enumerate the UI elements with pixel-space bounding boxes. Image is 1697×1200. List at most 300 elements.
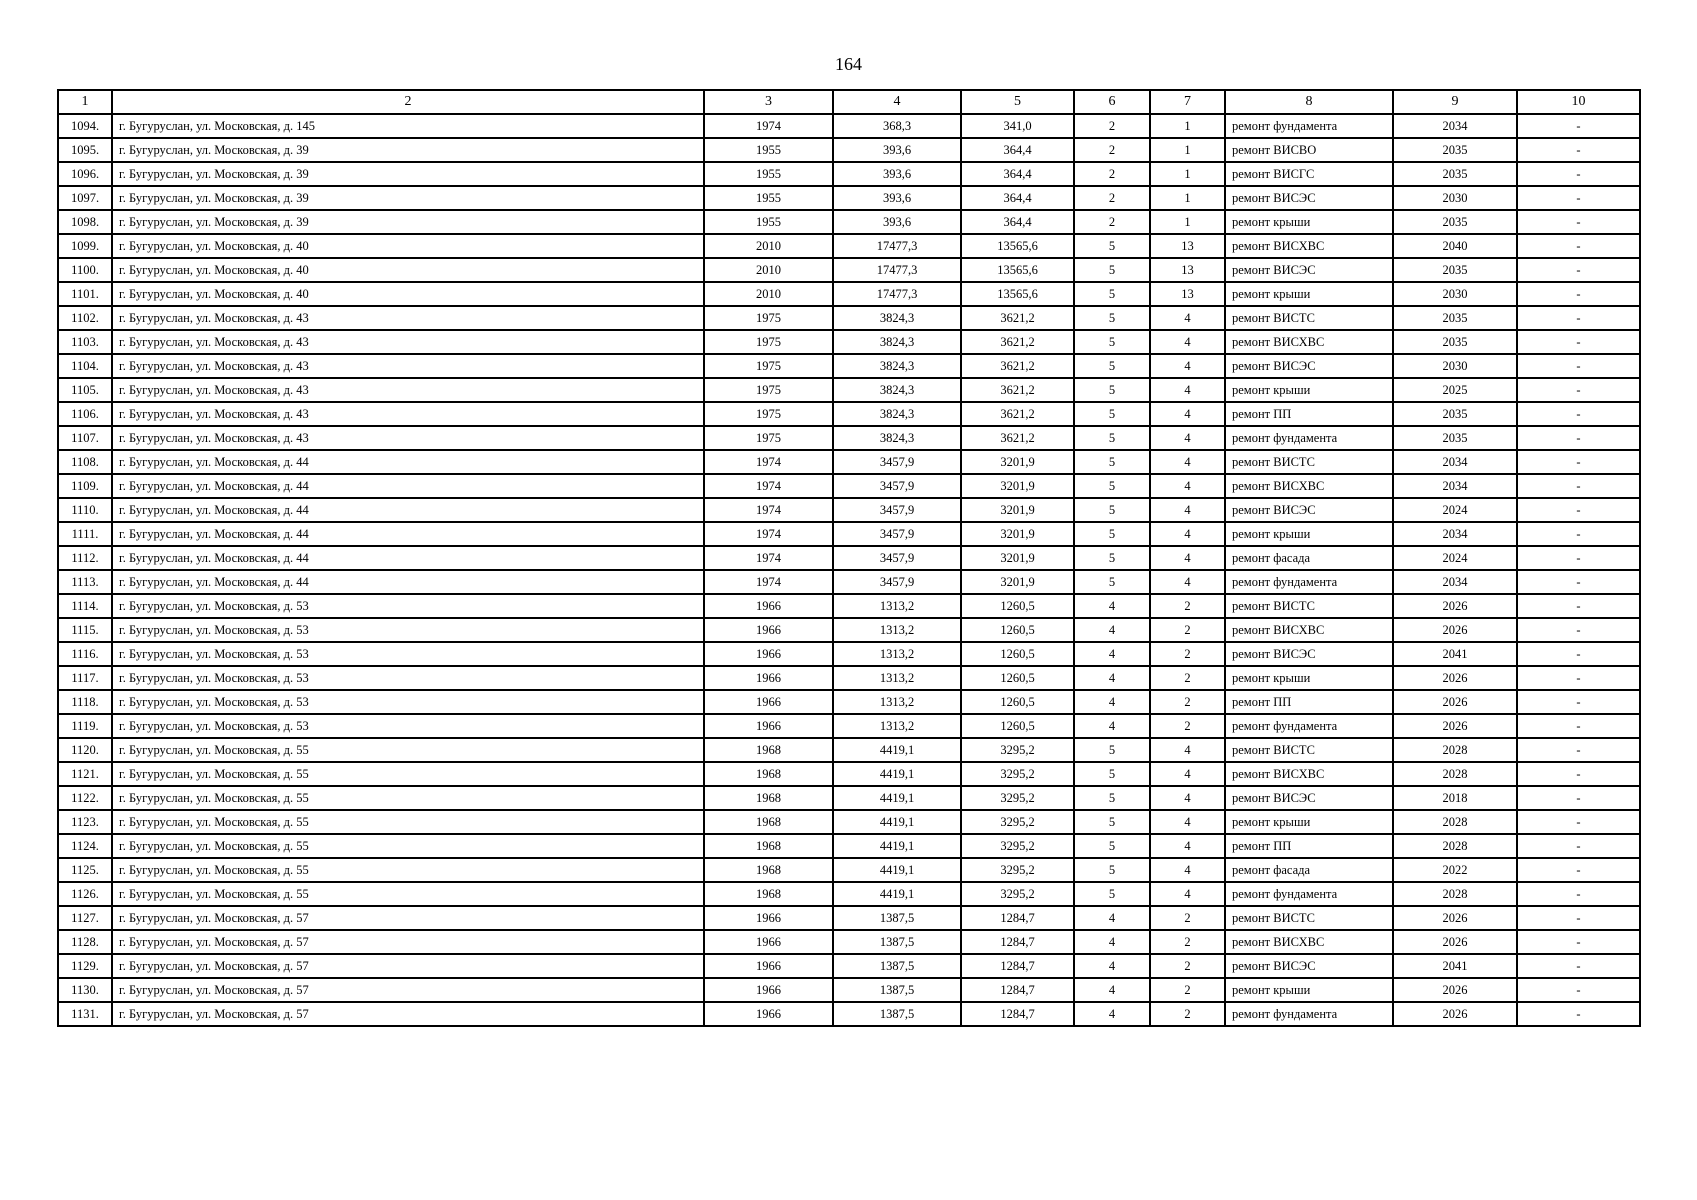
cell-year-built: 1968 bbox=[704, 810, 833, 834]
cell-row-number: 1124. bbox=[58, 834, 112, 858]
cell-address: г. Бугуруслан, ул. Московская, д. 44 bbox=[112, 522, 704, 546]
cell-floors: 5 bbox=[1074, 762, 1150, 786]
cell-entrances: 1 bbox=[1150, 210, 1225, 234]
cell-total-area: 393,6 bbox=[833, 162, 961, 186]
cell-year-built: 1966 bbox=[704, 714, 833, 738]
cell-entrances: 2 bbox=[1150, 978, 1225, 1002]
cell-total-area: 4419,1 bbox=[833, 738, 961, 762]
cell-row-number: 1099. bbox=[58, 234, 112, 258]
cell-year-built: 1955 bbox=[704, 138, 833, 162]
cell-floors: 5 bbox=[1074, 522, 1150, 546]
cell-address: г. Бугуруслан, ул. Московская, д. 39 bbox=[112, 210, 704, 234]
cell-entrances: 2 bbox=[1150, 594, 1225, 618]
cell-total-area: 4419,1 bbox=[833, 810, 961, 834]
cell-note: - bbox=[1517, 546, 1640, 570]
cell-year-built: 1966 bbox=[704, 618, 833, 642]
cell-total-area: 393,6 bbox=[833, 186, 961, 210]
cell-total-area: 393,6 bbox=[833, 210, 961, 234]
cell-total-area: 17477,3 bbox=[833, 234, 961, 258]
cell-entrances: 4 bbox=[1150, 306, 1225, 330]
table-row bbox=[58, 906, 1640, 930]
cell-planned-year: 2035 bbox=[1393, 426, 1517, 450]
cell-entrances: 1 bbox=[1150, 186, 1225, 210]
cell-year-built: 1966 bbox=[704, 954, 833, 978]
cell-living-area: 13565,6 bbox=[961, 258, 1074, 282]
cell-address: г. Бугуруслан, ул. Московская, д. 43 bbox=[112, 330, 704, 354]
cell-address: г. Бугуруслан, ул. Московская, д. 55 bbox=[112, 810, 704, 834]
cell-year-built: 1974 bbox=[704, 114, 833, 138]
cell-floors: 5 bbox=[1074, 474, 1150, 498]
cell-floors: 4 bbox=[1074, 690, 1150, 714]
cell-floors: 5 bbox=[1074, 306, 1150, 330]
table-row bbox=[58, 642, 1640, 666]
cell-address: г. Бугуруслан, ул. Московская, д. 40 bbox=[112, 258, 704, 282]
cell-floors: 5 bbox=[1074, 426, 1150, 450]
cell-address: г. Бугуруслан, ул. Московская, д. 55 bbox=[112, 882, 704, 906]
cell-total-area: 4419,1 bbox=[833, 762, 961, 786]
cell-work-type: ремонт ПП bbox=[1225, 402, 1393, 426]
cell-note: - bbox=[1517, 642, 1640, 666]
cell-living-area: 13565,6 bbox=[961, 234, 1074, 258]
cell-address: г. Бугуруслан, ул. Московская, д. 44 bbox=[112, 474, 704, 498]
cell-note: - bbox=[1517, 138, 1640, 162]
cell-row-number: 1116. bbox=[58, 642, 112, 666]
cell-address: г. Бугуруслан, ул. Московская, д. 44 bbox=[112, 546, 704, 570]
cell-address: г. Бугуруслан, ул. Московская, д. 44 bbox=[112, 570, 704, 594]
cell-entrances: 13 bbox=[1150, 282, 1225, 306]
cell-total-area: 4419,1 bbox=[833, 834, 961, 858]
cell-total-area: 1313,2 bbox=[833, 714, 961, 738]
table-row bbox=[58, 714, 1640, 738]
cell-address: г. Бугуруслан, ул. Московская, д. 43 bbox=[112, 426, 704, 450]
cell-note: - bbox=[1517, 258, 1640, 282]
cell-note: - bbox=[1517, 474, 1640, 498]
cell-row-number: 1112. bbox=[58, 546, 112, 570]
cell-year-built: 2010 bbox=[704, 234, 833, 258]
cell-note: - bbox=[1517, 858, 1640, 882]
cell-planned-year: 2022 bbox=[1393, 858, 1517, 882]
cell-work-type: ремонт ВИСТС bbox=[1225, 906, 1393, 930]
cell-year-built: 1974 bbox=[704, 522, 833, 546]
cell-living-area: 3295,2 bbox=[961, 834, 1074, 858]
cell-row-number: 1104. bbox=[58, 354, 112, 378]
cell-floors: 2 bbox=[1074, 114, 1150, 138]
cell-floors: 5 bbox=[1074, 786, 1150, 810]
cell-year-built: 1966 bbox=[704, 666, 833, 690]
cell-total-area: 4419,1 bbox=[833, 882, 961, 906]
table-row bbox=[58, 330, 1640, 354]
cell-living-area: 364,4 bbox=[961, 186, 1074, 210]
cell-entrances: 4 bbox=[1150, 834, 1225, 858]
cell-work-type: ремонт крыши bbox=[1225, 666, 1393, 690]
cell-planned-year: 2026 bbox=[1393, 1002, 1517, 1026]
table-row bbox=[58, 858, 1640, 882]
cell-total-area: 1313,2 bbox=[833, 666, 961, 690]
cell-work-type: ремонт ВИСГС bbox=[1225, 162, 1393, 186]
cell-total-area: 4419,1 bbox=[833, 786, 961, 810]
cell-floors: 4 bbox=[1074, 642, 1150, 666]
cell-work-type: ремонт ВИСХВС bbox=[1225, 930, 1393, 954]
cell-total-area: 3457,9 bbox=[833, 522, 961, 546]
cell-total-area: 393,6 bbox=[833, 138, 961, 162]
cell-living-area: 3621,2 bbox=[961, 354, 1074, 378]
cell-work-type: ремонт ВИСЭС bbox=[1225, 354, 1393, 378]
cell-address: г. Бугуруслан, ул. Московская, д. 57 bbox=[112, 978, 704, 1002]
cell-entrances: 4 bbox=[1150, 522, 1225, 546]
cell-entrances: 4 bbox=[1150, 738, 1225, 762]
cell-planned-year: 2028 bbox=[1393, 882, 1517, 906]
cell-work-type: ремонт фундамента bbox=[1225, 114, 1393, 138]
cell-row-number: 1115. bbox=[58, 618, 112, 642]
cell-floors: 5 bbox=[1074, 834, 1150, 858]
cell-planned-year: 2034 bbox=[1393, 114, 1517, 138]
cell-note: - bbox=[1517, 978, 1640, 1002]
cell-year-built: 1966 bbox=[704, 690, 833, 714]
cell-address: г. Бугуруслан, ул. Московская, д. 53 bbox=[112, 714, 704, 738]
cell-entrances: 4 bbox=[1150, 354, 1225, 378]
column-header: 9 bbox=[1393, 90, 1517, 114]
cell-address: г. Бугуруслан, ул. Московская, д. 57 bbox=[112, 954, 704, 978]
cell-total-area: 1387,5 bbox=[833, 1002, 961, 1026]
cell-note: - bbox=[1517, 738, 1640, 762]
cell-planned-year: 2034 bbox=[1393, 450, 1517, 474]
cell-row-number: 1095. bbox=[58, 138, 112, 162]
cell-note: - bbox=[1517, 714, 1640, 738]
cell-year-built: 1955 bbox=[704, 210, 833, 234]
cell-year-built: 1968 bbox=[704, 858, 833, 882]
cell-work-type: ремонт фасада bbox=[1225, 858, 1393, 882]
cell-entrances: 4 bbox=[1150, 882, 1225, 906]
cell-year-built: 1975 bbox=[704, 330, 833, 354]
cell-entrances: 2 bbox=[1150, 690, 1225, 714]
cell-entrances: 2 bbox=[1150, 714, 1225, 738]
cell-year-built: 1966 bbox=[704, 978, 833, 1002]
cell-work-type: ремонт фасада bbox=[1225, 546, 1393, 570]
cell-living-area: 364,4 bbox=[961, 210, 1074, 234]
cell-work-type: ремонт крыши bbox=[1225, 378, 1393, 402]
cell-row-number: 1102. bbox=[58, 306, 112, 330]
cell-note: - bbox=[1517, 930, 1640, 954]
column-header: 6 bbox=[1074, 90, 1150, 114]
cell-row-number: 1113. bbox=[58, 570, 112, 594]
cell-work-type: ремонт крыши bbox=[1225, 522, 1393, 546]
cell-address: г. Бугуруслан, ул. Московская, д. 39 bbox=[112, 138, 704, 162]
cell-address: г. Бугуруслан, ул. Московская, д. 39 bbox=[112, 186, 704, 210]
cell-year-built: 1955 bbox=[704, 186, 833, 210]
cell-year-built: 1975 bbox=[704, 426, 833, 450]
cell-note: - bbox=[1517, 786, 1640, 810]
table-row bbox=[58, 810, 1640, 834]
cell-planned-year: 2028 bbox=[1393, 762, 1517, 786]
cell-entrances: 4 bbox=[1150, 786, 1225, 810]
table-row bbox=[58, 762, 1640, 786]
cell-note: - bbox=[1517, 450, 1640, 474]
cell-row-number: 1103. bbox=[58, 330, 112, 354]
cell-living-area: 1284,7 bbox=[961, 930, 1074, 954]
cell-living-area: 3621,2 bbox=[961, 402, 1074, 426]
cell-floors: 5 bbox=[1074, 882, 1150, 906]
cell-planned-year: 2026 bbox=[1393, 594, 1517, 618]
cell-address: г. Бугуруслан, ул. Московская, д. 43 bbox=[112, 306, 704, 330]
cell-address: г. Бугуруслан, ул. Московская, д. 43 bbox=[112, 402, 704, 426]
cell-living-area: 3295,2 bbox=[961, 738, 1074, 762]
cell-row-number: 1121. bbox=[58, 762, 112, 786]
cell-living-area: 1260,5 bbox=[961, 594, 1074, 618]
cell-floors: 2 bbox=[1074, 162, 1150, 186]
cell-total-area: 3457,9 bbox=[833, 546, 961, 570]
cell-planned-year: 2026 bbox=[1393, 618, 1517, 642]
cell-floors: 5 bbox=[1074, 810, 1150, 834]
cell-note: - bbox=[1517, 234, 1640, 258]
cell-work-type: ремонт фундамента bbox=[1225, 1002, 1393, 1026]
cell-planned-year: 2026 bbox=[1393, 930, 1517, 954]
cell-entrances: 4 bbox=[1150, 810, 1225, 834]
cell-floors: 4 bbox=[1074, 618, 1150, 642]
cell-row-number: 1106. bbox=[58, 402, 112, 426]
table-row bbox=[58, 738, 1640, 762]
cell-entrances: 4 bbox=[1150, 450, 1225, 474]
cell-year-built: 1966 bbox=[704, 1002, 833, 1026]
cell-planned-year: 2030 bbox=[1393, 282, 1517, 306]
cell-year-built: 1974 bbox=[704, 450, 833, 474]
cell-address: г. Бугуруслан, ул. Московская, д. 53 bbox=[112, 642, 704, 666]
cell-planned-year: 2030 bbox=[1393, 186, 1517, 210]
cell-planned-year: 2034 bbox=[1393, 522, 1517, 546]
cell-floors: 2 bbox=[1074, 210, 1150, 234]
table-row bbox=[58, 162, 1640, 186]
cell-note: - bbox=[1517, 402, 1640, 426]
cell-planned-year: 2024 bbox=[1393, 546, 1517, 570]
cell-work-type: ремонт ВИСЭС bbox=[1225, 786, 1393, 810]
cell-work-type: ремонт ВИСЭС bbox=[1225, 498, 1393, 522]
cell-year-built: 1974 bbox=[704, 570, 833, 594]
cell-living-area: 3621,2 bbox=[961, 306, 1074, 330]
cell-row-number: 1126. bbox=[58, 882, 112, 906]
cell-address: г. Бугуруслан, ул. Московская, д. 57 bbox=[112, 1002, 704, 1026]
cell-row-number: 1111. bbox=[58, 522, 112, 546]
cell-floors: 4 bbox=[1074, 594, 1150, 618]
cell-living-area: 364,4 bbox=[961, 138, 1074, 162]
cell-year-built: 2010 bbox=[704, 258, 833, 282]
table-row bbox=[58, 426, 1640, 450]
cell-living-area: 1260,5 bbox=[961, 690, 1074, 714]
cell-entrances: 1 bbox=[1150, 138, 1225, 162]
cell-row-number: 1129. bbox=[58, 954, 112, 978]
cell-row-number: 1100. bbox=[58, 258, 112, 282]
cell-floors: 5 bbox=[1074, 378, 1150, 402]
table-row bbox=[58, 186, 1640, 210]
cell-row-number: 1119. bbox=[58, 714, 112, 738]
cell-work-type: ремонт крыши bbox=[1225, 810, 1393, 834]
column-header: 5 bbox=[961, 90, 1074, 114]
cell-address: г. Бугуруслан, ул. Московская, д. 43 bbox=[112, 378, 704, 402]
cell-year-built: 1968 bbox=[704, 738, 833, 762]
cell-planned-year: 2030 bbox=[1393, 354, 1517, 378]
cell-living-area: 3201,9 bbox=[961, 522, 1074, 546]
cell-work-type: ремонт ВИСХВС bbox=[1225, 762, 1393, 786]
cell-floors: 5 bbox=[1074, 738, 1150, 762]
table-body bbox=[58, 114, 1640, 1026]
cell-floors: 4 bbox=[1074, 666, 1150, 690]
cell-floors: 5 bbox=[1074, 570, 1150, 594]
cell-address: г. Бугуруслан, ул. Московская, д. 43 bbox=[112, 354, 704, 378]
cell-entrances: 4 bbox=[1150, 402, 1225, 426]
cell-note: - bbox=[1517, 282, 1640, 306]
table-row bbox=[58, 138, 1640, 162]
cell-work-type: ремонт ВИСЭС bbox=[1225, 642, 1393, 666]
page-number: 164 bbox=[835, 54, 862, 74]
table-row bbox=[58, 978, 1640, 1002]
cell-note: - bbox=[1517, 618, 1640, 642]
cell-living-area: 3201,9 bbox=[961, 450, 1074, 474]
cell-total-area: 1387,5 bbox=[833, 978, 961, 1002]
cell-living-area: 3295,2 bbox=[961, 858, 1074, 882]
table-row bbox=[58, 498, 1640, 522]
cell-address: г. Бугуруслан, ул. Московская, д. 55 bbox=[112, 834, 704, 858]
cell-address: г. Бугуруслан, ул. Московская, д. 145 bbox=[112, 114, 704, 138]
cell-total-area: 1313,2 bbox=[833, 642, 961, 666]
cell-address: г. Бугуруслан, ул. Московская, д. 57 bbox=[112, 906, 704, 930]
cell-note: - bbox=[1517, 186, 1640, 210]
cell-planned-year: 2041 bbox=[1393, 954, 1517, 978]
cell-note: - bbox=[1517, 762, 1640, 786]
cell-entrances: 2 bbox=[1150, 666, 1225, 690]
cell-entrances: 2 bbox=[1150, 906, 1225, 930]
cell-total-area: 3457,9 bbox=[833, 498, 961, 522]
table-row bbox=[58, 1002, 1640, 1026]
cell-floors: 5 bbox=[1074, 858, 1150, 882]
cell-entrances: 2 bbox=[1150, 642, 1225, 666]
cell-total-area: 1313,2 bbox=[833, 690, 961, 714]
cell-year-built: 1968 bbox=[704, 882, 833, 906]
cell-total-area: 3457,9 bbox=[833, 450, 961, 474]
table-row bbox=[58, 522, 1640, 546]
cell-work-type: ремонт ВИСТС bbox=[1225, 450, 1393, 474]
cell-address: г. Бугуруслан, ул. Московская, д. 55 bbox=[112, 858, 704, 882]
cell-row-number: 1094. bbox=[58, 114, 112, 138]
cell-work-type: ремонт ВИСХВС bbox=[1225, 234, 1393, 258]
cell-total-area: 368,3 bbox=[833, 114, 961, 138]
cell-row-number: 1096. bbox=[58, 162, 112, 186]
cell-living-area: 3621,2 bbox=[961, 426, 1074, 450]
cell-floors: 4 bbox=[1074, 906, 1150, 930]
cell-row-number: 1101. bbox=[58, 282, 112, 306]
cell-floors: 5 bbox=[1074, 450, 1150, 474]
cell-note: - bbox=[1517, 1002, 1640, 1026]
cell-address: г. Бугуруслан, ул. Московская, д. 53 bbox=[112, 594, 704, 618]
cell-floors: 4 bbox=[1074, 930, 1150, 954]
cell-living-area: 3295,2 bbox=[961, 810, 1074, 834]
cell-total-area: 3824,3 bbox=[833, 402, 961, 426]
cell-floors: 2 bbox=[1074, 186, 1150, 210]
cell-floors: 5 bbox=[1074, 234, 1150, 258]
cell-address: г. Бугуруслан, ул. Московская, д. 44 bbox=[112, 498, 704, 522]
cell-note: - bbox=[1517, 954, 1640, 978]
table-row bbox=[58, 690, 1640, 714]
cell-year-built: 1968 bbox=[704, 834, 833, 858]
cell-note: - bbox=[1517, 498, 1640, 522]
column-header: 8 bbox=[1225, 90, 1393, 114]
cell-row-number: 1127. bbox=[58, 906, 112, 930]
cell-row-number: 1122. bbox=[58, 786, 112, 810]
cell-year-built: 1966 bbox=[704, 930, 833, 954]
cell-living-area: 3201,9 bbox=[961, 570, 1074, 594]
cell-address: г. Бугуруслан, ул. Московская, д. 55 bbox=[112, 786, 704, 810]
cell-living-area: 3295,2 bbox=[961, 786, 1074, 810]
cell-living-area: 3201,9 bbox=[961, 474, 1074, 498]
cell-total-area: 1387,5 bbox=[833, 906, 961, 930]
table-row bbox=[58, 114, 1640, 138]
cell-entrances: 4 bbox=[1150, 378, 1225, 402]
cell-note: - bbox=[1517, 594, 1640, 618]
cell-living-area: 13565,6 bbox=[961, 282, 1074, 306]
table-row bbox=[58, 282, 1640, 306]
cell-living-area: 1260,5 bbox=[961, 642, 1074, 666]
cell-planned-year: 2028 bbox=[1393, 834, 1517, 858]
cell-floors: 4 bbox=[1074, 978, 1150, 1002]
table-row bbox=[58, 378, 1640, 402]
cell-work-type: ремонт ВИСХВС bbox=[1225, 474, 1393, 498]
table-row bbox=[58, 666, 1640, 690]
cell-note: - bbox=[1517, 834, 1640, 858]
table-row bbox=[58, 306, 1640, 330]
cell-address: г. Бугуруслан, ул. Московская, д. 53 bbox=[112, 618, 704, 642]
cell-note: - bbox=[1517, 666, 1640, 690]
cell-year-built: 1966 bbox=[704, 906, 833, 930]
cell-living-area: 1284,7 bbox=[961, 1002, 1074, 1026]
cell-row-number: 1097. bbox=[58, 186, 112, 210]
cell-planned-year: 2026 bbox=[1393, 978, 1517, 1002]
cell-note: - bbox=[1517, 570, 1640, 594]
column-header: 4 bbox=[833, 90, 961, 114]
cell-entrances: 4 bbox=[1150, 498, 1225, 522]
cell-floors: 4 bbox=[1074, 1002, 1150, 1026]
cell-entrances: 2 bbox=[1150, 954, 1225, 978]
cell-living-area: 1284,7 bbox=[961, 954, 1074, 978]
cell-living-area: 1284,7 bbox=[961, 906, 1074, 930]
cell-entrances: 13 bbox=[1150, 234, 1225, 258]
table-row bbox=[58, 450, 1640, 474]
table-row bbox=[58, 570, 1640, 594]
cell-year-built: 1955 bbox=[704, 162, 833, 186]
cell-note: - bbox=[1517, 882, 1640, 906]
cell-entrances: 4 bbox=[1150, 762, 1225, 786]
column-header: 2 bbox=[112, 90, 704, 114]
cell-year-built: 1968 bbox=[704, 786, 833, 810]
cell-living-area: 3621,2 bbox=[961, 378, 1074, 402]
cell-year-built: 1975 bbox=[704, 306, 833, 330]
cell-work-type: ремонт фундамента bbox=[1225, 882, 1393, 906]
cell-work-type: ремонт ВИСЭС bbox=[1225, 258, 1393, 282]
cell-planned-year: 2035 bbox=[1393, 330, 1517, 354]
table-row bbox=[58, 546, 1640, 570]
cell-total-area: 1313,2 bbox=[833, 594, 961, 618]
table-row bbox=[58, 930, 1640, 954]
cell-note: - bbox=[1517, 114, 1640, 138]
cell-entrances: 1 bbox=[1150, 162, 1225, 186]
cell-entrances: 4 bbox=[1150, 570, 1225, 594]
cell-floors: 5 bbox=[1074, 330, 1150, 354]
cell-address: г. Бугуруслан, ул. Московская, д. 55 bbox=[112, 762, 704, 786]
cell-living-area: 1260,5 bbox=[961, 714, 1074, 738]
cell-total-area: 1313,2 bbox=[833, 618, 961, 642]
table-row bbox=[58, 594, 1640, 618]
cell-work-type: ремонт фундамента bbox=[1225, 570, 1393, 594]
cell-work-type: ремонт ВИСХВС bbox=[1225, 330, 1393, 354]
cell-entrances: 4 bbox=[1150, 546, 1225, 570]
column-header: 7 bbox=[1150, 90, 1225, 114]
cell-floors: 5 bbox=[1074, 282, 1150, 306]
